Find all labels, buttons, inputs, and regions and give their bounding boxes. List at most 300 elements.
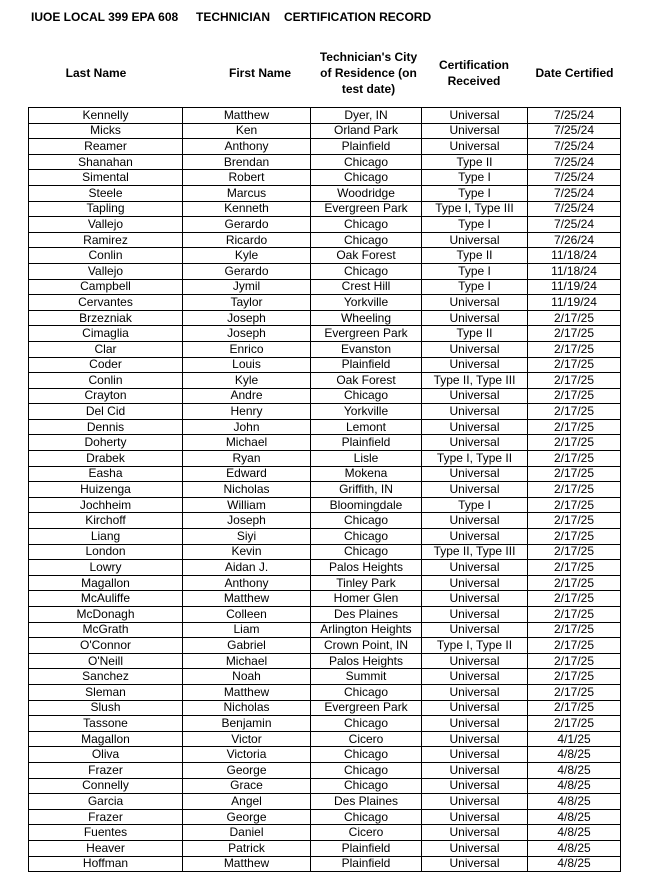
last-name-cell: McAuliffe <box>29 591 183 607</box>
first-name-cell: Edward <box>183 466 311 482</box>
first-name-cell: Brendan <box>183 154 311 170</box>
first-name-cell: Matthew <box>183 684 311 700</box>
first-name-cell: Victoria <box>183 747 311 763</box>
last-name-cell: Heaver <box>29 840 183 856</box>
city-cell: Palos Heights <box>311 653 422 669</box>
city-cell: Chicago <box>311 170 422 186</box>
table-row <box>29 232 621 248</box>
table-row <box>29 856 621 872</box>
last-name-cell: Del Cid <box>29 404 183 420</box>
city-cell: Lisle <box>311 451 422 467</box>
first-name-cell: John <box>183 419 311 435</box>
table-row <box>29 840 621 856</box>
first-name-cell: Jymil <box>183 279 311 295</box>
city-cell: Palos Heights <box>311 560 422 576</box>
last-name-cell: O'Neill <box>29 653 183 669</box>
table-row <box>29 560 621 576</box>
last-name-cell: Coder <box>29 357 183 373</box>
certification-cell: Type II <box>422 248 528 264</box>
certification-cell: Type I, Type II <box>422 451 528 467</box>
date-cell: 7/25/24 <box>528 139 621 155</box>
table-row <box>29 591 621 607</box>
first-name-cell: Kyle <box>183 248 311 264</box>
certification-cell: Universal <box>422 388 528 404</box>
last-name-cell: London <box>29 544 183 560</box>
last-name-cell: Tapling <box>29 201 183 217</box>
date-cell: 4/8/25 <box>528 778 621 794</box>
table-row <box>29 139 621 155</box>
certification-cell: Universal <box>422 731 528 747</box>
last-name-cell: Huizenga <box>29 482 183 498</box>
date-cell: 2/17/25 <box>528 419 621 435</box>
last-name-cell: Liang <box>29 529 183 545</box>
date-cell: 7/25/24 <box>528 217 621 233</box>
last-name-cell: Frazer <box>29 762 183 778</box>
certification-cell: Type II <box>422 154 528 170</box>
date-cell: 2/17/25 <box>528 513 621 529</box>
first-name-cell: Benjamin <box>183 716 311 732</box>
city-cell: Plainfield <box>311 840 422 856</box>
city-cell: Des Plaines <box>311 794 422 810</box>
table-row <box>29 669 621 685</box>
date-cell: 7/25/24 <box>528 123 621 139</box>
date-cell: 4/8/25 <box>528 747 621 763</box>
table-row <box>29 357 621 373</box>
first-name-cell: Daniel <box>183 825 311 841</box>
certification-cell: Universal <box>422 622 528 638</box>
table-row <box>29 513 621 529</box>
table-row <box>29 435 621 451</box>
last-name-cell: Simental <box>29 170 183 186</box>
city-cell: Chicago <box>311 529 422 545</box>
date-cell: 2/17/25 <box>528 575 621 591</box>
certification-cell: Universal <box>422 794 528 810</box>
certification-cell: Universal <box>422 466 528 482</box>
last-name-cell: Kirchoff <box>29 513 183 529</box>
first-name-cell: Anthony <box>183 575 311 591</box>
certification-cell: Universal <box>422 716 528 732</box>
certification-cell: Type II, Type III <box>422 373 528 389</box>
last-name-cell: Fuentes <box>29 825 183 841</box>
header-last-name: Last Name <box>65 66 127 80</box>
date-cell: 4/8/25 <box>528 856 621 872</box>
certification-cell: Universal <box>422 575 528 591</box>
city-cell: Chicago <box>311 778 422 794</box>
date-cell: 2/17/25 <box>528 373 621 389</box>
date-cell: 2/17/25 <box>528 466 621 482</box>
table-row <box>29 716 621 732</box>
date-cell: 2/17/25 <box>528 357 621 373</box>
table-row <box>29 263 621 279</box>
certification-cell: Universal <box>422 404 528 420</box>
last-name-cell: Hoffman <box>29 856 183 872</box>
last-name-cell: Sleman <box>29 684 183 700</box>
date-cell: 2/17/25 <box>528 716 621 732</box>
first-name-cell: George <box>183 762 311 778</box>
date-cell: 2/17/25 <box>528 560 621 576</box>
table-row <box>29 123 621 139</box>
table-row <box>29 747 621 763</box>
table-row <box>29 326 621 342</box>
last-name-cell: Ramirez <box>29 232 183 248</box>
last-name-cell: Tassone <box>29 716 183 732</box>
certification-cell: Universal <box>422 825 528 841</box>
first-name-cell: Grace <box>183 778 311 794</box>
first-name-cell: Kyle <box>183 373 311 389</box>
last-name-cell: Magallon <box>29 575 183 591</box>
first-name-cell: Ken <box>183 123 311 139</box>
last-name-cell: Conlin <box>29 373 183 389</box>
certification-cell: Type II, Type III <box>422 544 528 560</box>
certification-cell: Universal <box>422 419 528 435</box>
date-cell: 4/8/25 <box>528 794 621 810</box>
first-name-cell: Ricardo <box>183 232 311 248</box>
certification-cell: Universal <box>422 482 528 498</box>
date-cell: 4/1/25 <box>528 731 621 747</box>
header-date: Date Certified <box>535 66 614 80</box>
city-cell: Chicago <box>311 684 422 700</box>
table-row <box>29 762 621 778</box>
last-name-cell: Jochheim <box>29 497 183 513</box>
date-cell: 11/18/24 <box>528 263 621 279</box>
first-name-cell: Liam <box>183 622 311 638</box>
last-name-cell: Slush <box>29 700 183 716</box>
first-name-cell: Michael <box>183 435 311 451</box>
last-name-cell: Vallejo <box>29 217 183 233</box>
city-cell: Chicago <box>311 747 422 763</box>
city-cell: Mokena <box>311 466 422 482</box>
city-cell: Evergreen Park <box>311 201 422 217</box>
certification-cell: Universal <box>422 529 528 545</box>
last-name-cell: Cimaglia <box>29 326 183 342</box>
certification-cell: Universal <box>422 435 528 451</box>
city-cell: Griffith, IN <box>311 482 422 498</box>
table-row <box>29 217 621 233</box>
certification-cell: Universal <box>422 341 528 357</box>
table-row <box>29 373 621 389</box>
date-cell: 4/8/25 <box>528 825 621 841</box>
certification-cell: Universal <box>422 700 528 716</box>
table-row <box>29 295 621 311</box>
last-name-cell: Easha <box>29 466 183 482</box>
city-cell: Wheeling <box>311 310 422 326</box>
table-row <box>29 700 621 716</box>
last-name-cell: Vallejo <box>29 263 183 279</box>
certification-cell: Universal <box>422 139 528 155</box>
city-cell: Chicago <box>311 154 422 170</box>
date-cell: 4/8/25 <box>528 809 621 825</box>
table-row <box>29 778 621 794</box>
certification-cell: Type I <box>422 217 528 233</box>
header-first-name: First Name <box>228 66 292 80</box>
certification-cell: Universal <box>422 295 528 311</box>
table-row <box>29 575 621 591</box>
first-name-cell: William <box>183 497 311 513</box>
city-cell: Chicago <box>311 513 422 529</box>
city-cell: Plainfield <box>311 139 422 155</box>
certification-cell: Universal <box>422 653 528 669</box>
city-cell: Yorkville <box>311 404 422 420</box>
date-cell: 2/17/25 <box>528 638 621 654</box>
table-row <box>29 684 621 700</box>
last-name-cell: Doherty <box>29 435 183 451</box>
first-name-cell: Joseph <box>183 326 311 342</box>
first-name-cell: Aidan J. <box>183 560 311 576</box>
date-cell: 4/8/25 <box>528 840 621 856</box>
city-cell: Dyer, IN <box>311 108 422 124</box>
table-row <box>29 185 621 201</box>
city-cell: Summit <box>311 669 422 685</box>
first-name-cell: Gerardo <box>183 263 311 279</box>
last-name-cell: Campbell <box>29 279 183 295</box>
date-cell: 7/25/24 <box>528 185 621 201</box>
certification-cell: Type I <box>422 170 528 186</box>
city-cell: Oak Forest <box>311 248 422 264</box>
first-name-cell: Robert <box>183 170 311 186</box>
title-technician: TECHNICIAN <box>196 10 270 24</box>
table-row <box>29 466 621 482</box>
table-body <box>29 108 621 872</box>
last-name-cell: Magallon <box>29 731 183 747</box>
city-cell: Chicago <box>311 809 422 825</box>
first-name-cell: Noah <box>183 669 311 685</box>
first-name-cell: Nicholas <box>183 700 311 716</box>
last-name-cell: McDonagh <box>29 607 183 623</box>
city-cell: Plainfield <box>311 435 422 451</box>
table-row <box>29 497 621 513</box>
certification-cell: Universal <box>422 357 528 373</box>
date-cell: 2/17/25 <box>528 341 621 357</box>
table-row <box>29 731 621 747</box>
city-cell: Tinley Park <box>311 575 422 591</box>
date-cell: 2/17/25 <box>528 451 621 467</box>
first-name-cell: Kevin <box>183 544 311 560</box>
city-cell: Cicero <box>311 825 422 841</box>
city-cell: Chicago <box>311 762 422 778</box>
certification-cell: Universal <box>422 108 528 124</box>
first-name-cell: Gabriel <box>183 638 311 654</box>
city-cell: Arlington Heights <box>311 622 422 638</box>
last-name-cell: Reamer <box>29 139 183 155</box>
date-cell: 7/25/24 <box>528 201 621 217</box>
date-cell: 2/17/25 <box>528 607 621 623</box>
date-cell: 2/17/25 <box>528 684 621 700</box>
table-row <box>29 607 621 623</box>
last-name-cell: Shanahan <box>29 154 183 170</box>
certification-cell: Universal <box>422 513 528 529</box>
first-name-cell: Victor <box>183 731 311 747</box>
city-cell: Chicago <box>311 217 422 233</box>
date-cell: 2/17/25 <box>528 482 621 498</box>
city-cell: Evanston <box>311 341 422 357</box>
certification-cell: Universal <box>422 856 528 872</box>
certification-cell: Universal <box>422 840 528 856</box>
certification-cell: Type I, Type II <box>422 638 528 654</box>
first-name-cell: George <box>183 809 311 825</box>
first-name-cell: Angel <box>183 794 311 810</box>
table-row <box>29 638 621 654</box>
first-name-cell: Michael <box>183 653 311 669</box>
certification-table <box>28 107 621 872</box>
last-name-cell: Crayton <box>29 388 183 404</box>
date-cell: 11/19/24 <box>528 279 621 295</box>
date-cell: 4/8/25 <box>528 762 621 778</box>
city-cell: Evergreen Park <box>311 326 422 342</box>
city-cell: Des Plaines <box>311 607 422 623</box>
city-cell: Cicero <box>311 731 422 747</box>
date-cell: 2/17/25 <box>528 388 621 404</box>
date-cell: 7/25/24 <box>528 170 621 186</box>
first-name-cell: Patrick <box>183 840 311 856</box>
header-certification: Certification Received <box>438 58 509 88</box>
city-cell: Woodridge <box>311 185 422 201</box>
title-certification-record: CERTIFICATION RECORD <box>284 10 432 24</box>
last-name-cell: Steele <box>29 185 183 201</box>
city-cell: Chicago <box>311 232 422 248</box>
date-cell: 11/18/24 <box>528 248 621 264</box>
certification-cell: Type II <box>422 326 528 342</box>
first-name-cell: Kenneth <box>183 201 311 217</box>
first-name-cell: Gerardo <box>183 217 311 233</box>
city-cell: Oak Forest <box>311 373 422 389</box>
certification-cell: Type I <box>422 497 528 513</box>
last-name-cell: Frazer <box>29 809 183 825</box>
last-name-cell: Brzezniak <box>29 310 183 326</box>
first-name-cell: Anthony <box>183 139 311 155</box>
first-name-cell: Joseph <box>183 310 311 326</box>
first-name-cell: Andre <box>183 388 311 404</box>
date-cell: 2/17/25 <box>528 700 621 716</box>
date-cell: 11/19/24 <box>528 295 621 311</box>
last-name-cell: Clar <box>29 341 183 357</box>
city-cell: Chicago <box>311 716 422 732</box>
certification-cell: Universal <box>422 762 528 778</box>
last-name-cell: Kennelly <box>29 108 183 124</box>
date-cell: 2/17/25 <box>528 497 621 513</box>
date-cell: 2/17/25 <box>528 326 621 342</box>
first-name-cell: Henry <box>183 404 311 420</box>
date-cell: 7/26/24 <box>528 232 621 248</box>
city-cell: Chicago <box>311 388 422 404</box>
table-row <box>29 451 621 467</box>
certification-cell: Type I <box>422 279 528 295</box>
last-name-cell: Garcia <box>29 794 183 810</box>
date-cell: 2/17/25 <box>528 529 621 545</box>
certification-cell: Type I, Type III <box>422 201 528 217</box>
table-row <box>29 622 621 638</box>
table-row <box>29 404 621 420</box>
city-cell: Homer Glen <box>311 591 422 607</box>
table-row <box>29 248 621 264</box>
certification-cell: Universal <box>422 778 528 794</box>
last-name-cell: Micks <box>29 123 183 139</box>
table-row <box>29 794 621 810</box>
title-local: IUOE LOCAL 399 EPA 608 <box>31 10 179 24</box>
certification-cell: Universal <box>422 232 528 248</box>
first-name-cell: Marcus <box>183 185 311 201</box>
last-name-cell: Sanchez <box>29 669 183 685</box>
date-cell: 2/17/25 <box>528 653 621 669</box>
last-name-cell: Lowry <box>29 560 183 576</box>
city-cell: Plainfield <box>311 357 422 373</box>
table-row <box>29 809 621 825</box>
table-row <box>29 341 621 357</box>
certification-cell: Type I <box>422 185 528 201</box>
city-cell: Lemont <box>311 419 422 435</box>
last-name-cell: Drabek <box>29 451 183 467</box>
table-row <box>29 388 621 404</box>
certification-cell: Universal <box>422 747 528 763</box>
city-cell: Crest Hill <box>311 279 422 295</box>
first-name-cell: Ryan <box>183 451 311 467</box>
date-cell: 2/17/25 <box>528 435 621 451</box>
first-name-cell: Taylor <box>183 295 311 311</box>
last-name-cell: Oliva <box>29 747 183 763</box>
table-header <box>28 40 620 106</box>
last-name-cell: McGrath <box>29 622 183 638</box>
last-name-cell: Cervantes <box>29 295 183 311</box>
header-city: Technician's City of Residence (on test date) <box>319 50 418 96</box>
first-name-cell: Matthew <box>183 856 311 872</box>
table-row <box>29 201 621 217</box>
last-name-cell: Conlin <box>29 248 183 264</box>
certification-cell: Universal <box>422 560 528 576</box>
date-cell: 2/17/25 <box>528 544 621 560</box>
first-name-cell: Colleen <box>183 607 311 623</box>
table-row <box>29 108 621 124</box>
last-name-cell: Connelly <box>29 778 183 794</box>
first-name-cell: Matthew <box>183 591 311 607</box>
certification-cell: Universal <box>422 809 528 825</box>
table-row <box>29 544 621 560</box>
city-cell: Chicago <box>311 544 422 560</box>
table-row <box>29 419 621 435</box>
certification-cell: Universal <box>422 607 528 623</box>
table-row <box>29 529 621 545</box>
date-cell: 2/17/25 <box>528 622 621 638</box>
first-name-cell: Nicholas <box>183 482 311 498</box>
city-cell: Bloomingdale <box>311 497 422 513</box>
table-row <box>29 170 621 186</box>
city-cell: Plainfield <box>311 856 422 872</box>
date-cell: 7/25/24 <box>528 154 621 170</box>
date-cell: 2/17/25 <box>528 404 621 420</box>
certification-cell: Type I <box>422 263 528 279</box>
city-cell: Chicago <box>311 263 422 279</box>
table-row <box>29 310 621 326</box>
document-title <box>31 10 431 26</box>
table-row <box>29 279 621 295</box>
date-cell: 7/25/24 <box>528 108 621 124</box>
table-row <box>29 825 621 841</box>
table-row <box>29 154 621 170</box>
first-name-cell: Joseph <box>183 513 311 529</box>
certification-cell: Universal <box>422 591 528 607</box>
certification-cell: Universal <box>422 669 528 685</box>
city-cell: Orland Park <box>311 123 422 139</box>
table-row <box>29 653 621 669</box>
city-cell: Yorkville <box>311 295 422 311</box>
last-name-cell: Dennis <box>29 419 183 435</box>
city-cell: Evergreen Park <box>311 700 422 716</box>
table-row <box>29 482 621 498</box>
first-name-cell: Matthew <box>183 108 311 124</box>
certification-cell: Universal <box>422 123 528 139</box>
certification-cell: Universal <box>422 684 528 700</box>
first-name-cell: Siyi <box>183 529 311 545</box>
date-cell: 2/17/25 <box>528 310 621 326</box>
first-name-cell: Enrico <box>183 341 311 357</box>
